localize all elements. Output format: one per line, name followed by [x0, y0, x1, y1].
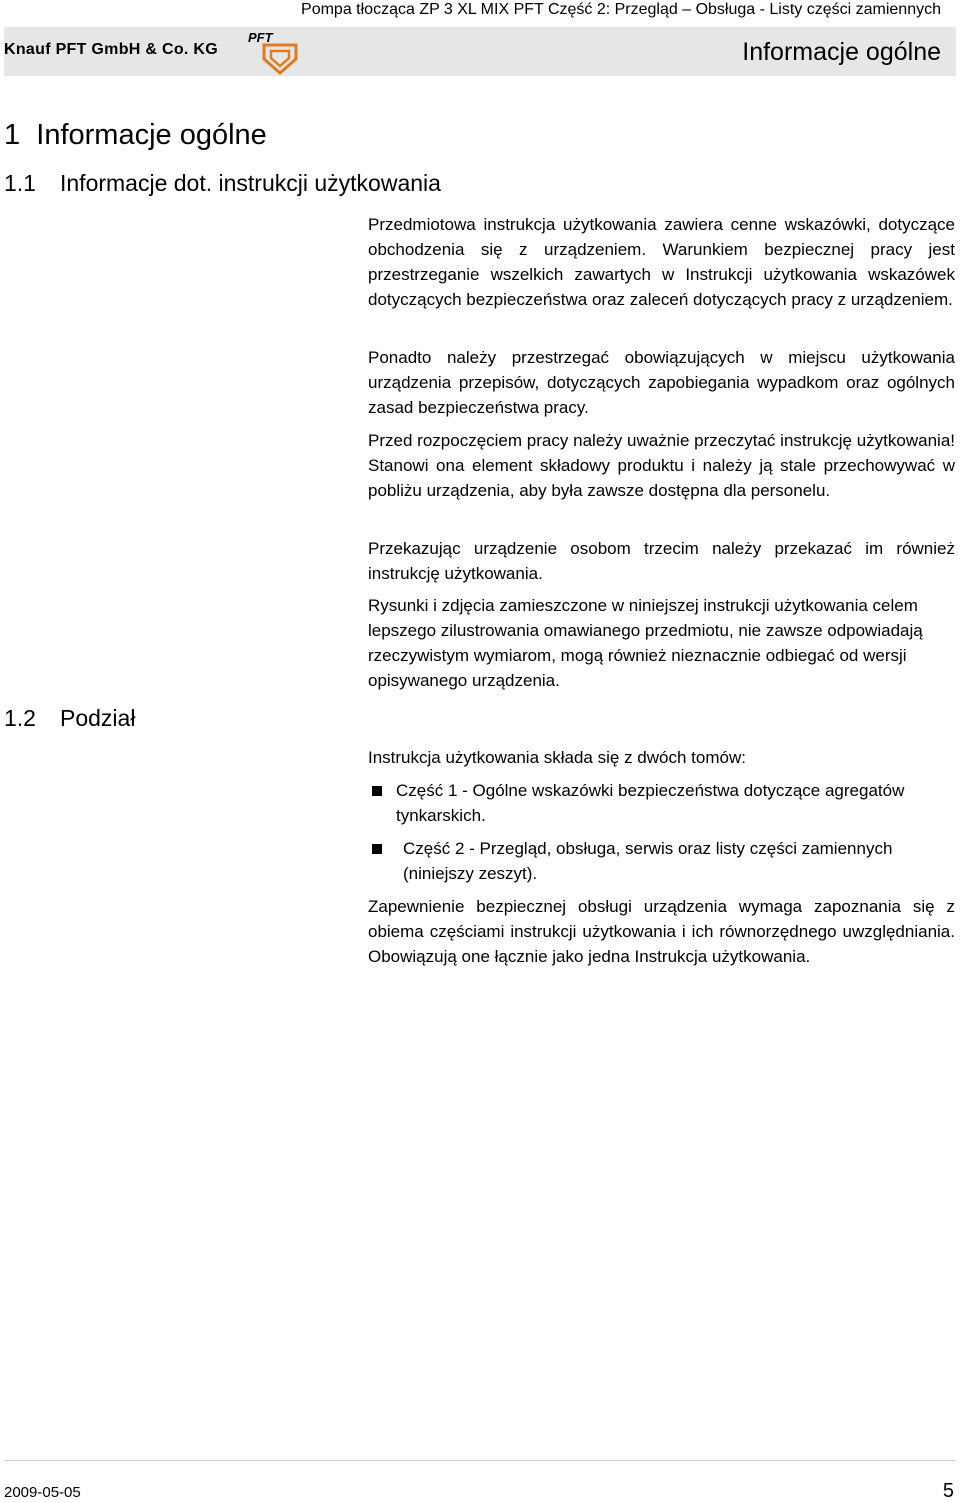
paragraph: Zapewnienie bezpiecznej obsługi urządzenia wymaga zapoznania się z obiema częściami instrukcji użytkowania i ich równorzędnego uwzględniania. Obowiązują one łącznie jako jedna Instrukcja użytkowania.: [368, 897, 955, 966]
footer-date: 2009-05-05: [4, 1484, 81, 1501]
section-1-1-number: 1.1: [4, 170, 36, 196]
paragraph: Rysunki i zdjęcia zamieszczone w niniejszej instrukcji użytkowania celem lepszego zilustrowania omawianego przedmiotu, nie zawsze odpowiadają rzeczywistym wymiarom, mogą również nieznacznie odbiegać od wersji opisywanego urządzenia.: [368, 596, 923, 690]
pft-logo: [246, 31, 302, 75]
chapter-heading: [4, 117, 267, 153]
logo-text: PFT: [248, 30, 273, 45]
section-1-2-heading: [4, 703, 135, 733]
footer-divider: [4, 1460, 956, 1461]
paragraph: Przed rozpoczęciem pracy należy uważnie przeczytać instrukcję użytkowania! Stanowi ona element składowy produktu i należy ją stale przechowywać w pobliżu urządzenia, aby była zawsze dostępna dla personelu.: [368, 431, 955, 500]
document-title: Pompa tłocząca ZP 3 XL MIX PFT Część 2: Przegląd – Obsługa - Listy części zamiennych: [301, 1, 941, 18]
section-1-1-heading: [4, 168, 441, 198]
section-header: Informacje ogólne: [742, 38, 941, 66]
bullet-square-icon: [372, 844, 382, 854]
page-number: 5: [942, 1480, 954, 1502]
company-name: Knauf PFT GmbH & Co. KG: [4, 41, 219, 58]
paragraph: Przekazując urządzenie osobom trzecim należy przekazać im również instrukcję użytkowania.: [368, 539, 955, 583]
logo-shield-icon: [262, 43, 298, 75]
paragraph: Instrukcja użytkowania składa się z dwóch tomów:: [368, 748, 746, 767]
section-1-1-title: Informacje dot. instrukcji użytkowania: [60, 170, 441, 196]
list-item-text: Część 1 - Ogólne wskazówki bezpieczeństwa dotyczące agregatów tynkarskich.: [396, 781, 905, 825]
chapter-title: Informacje ogólne: [36, 119, 267, 151]
chapter-number: 1: [4, 119, 21, 151]
bullet-square-icon: [372, 786, 382, 796]
section-1-2-number: 1.2: [4, 705, 36, 731]
list-item-text: Część 2 - Przegląd, obsługa, serwis oraz listy części zamiennych (niniejszy zeszyt).: [403, 839, 893, 883]
paragraph: Ponadto należy przestrzegać obowiązujących w miejscu użytkowania urządzenia przepisów, dotyczących zapobiegania wypadkom oraz ogólnych zasad bezpieczeństwa pracy.: [368, 348, 955, 417]
paragraph: Przedmiotowa instrukcja użytkowania zawiera cenne wskazówki, dotyczące obchodzenia się z urządzeniem. Warunkiem bezpiecznej pracy jest przestrzeganie wszelkich zawartych w Instrukcji użytkowania wskazówek dotyczących bezpieczeństwa oraz zaleceń dotyczących pracy z urządzeniem.: [368, 215, 955, 309]
section-1-2-title: Podział: [60, 705, 136, 731]
